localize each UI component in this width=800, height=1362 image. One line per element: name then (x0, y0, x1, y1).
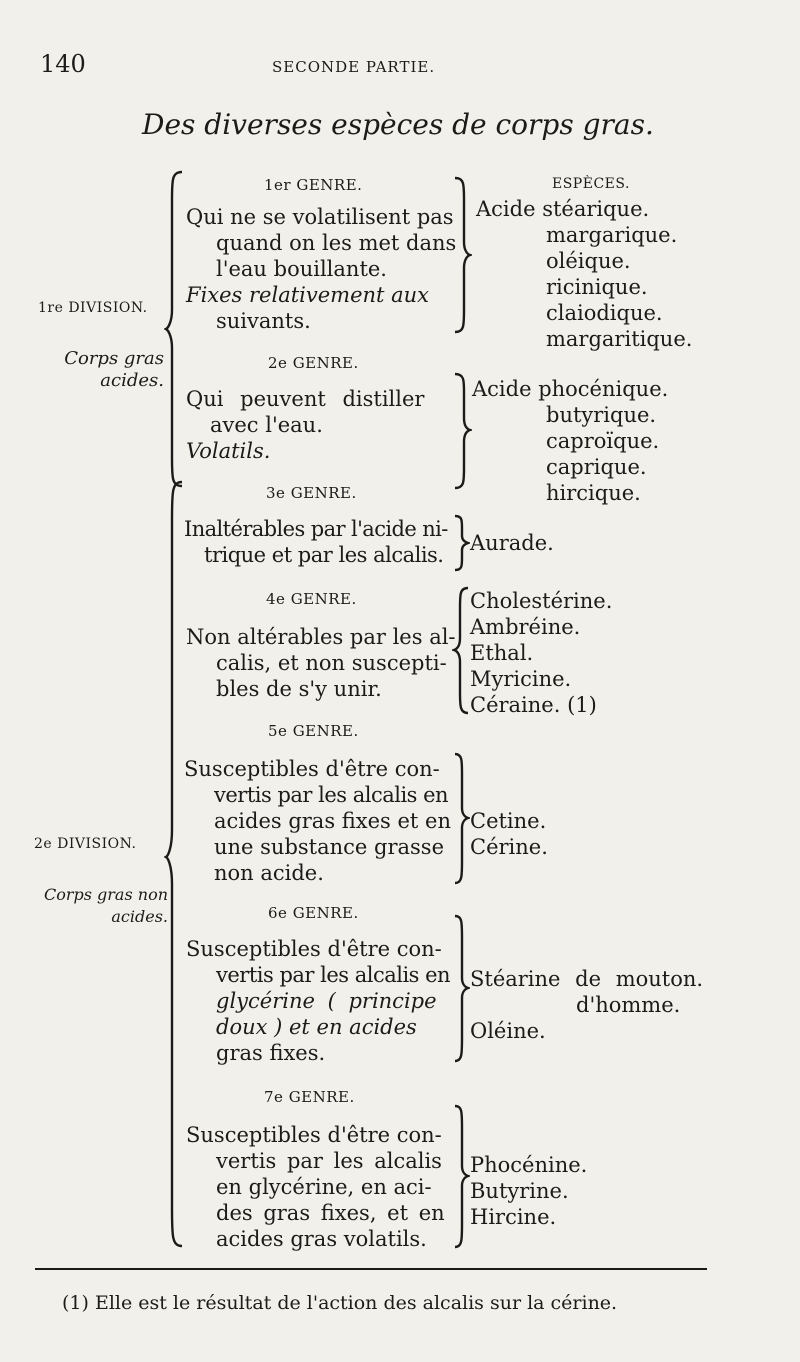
species-item: Cérine. (470, 835, 548, 859)
species-item: margarique. (546, 223, 678, 247)
division-1-sublabel (40, 348, 164, 392)
genre-6-line: vertis par les alcalis en (216, 963, 451, 987)
species-item: claiodique. (546, 301, 663, 325)
genre-6-brace (452, 914, 470, 1064)
division-2-label: 2e DIVISION. (34, 836, 137, 852)
genre-1-line: quand on les met dans (216, 231, 457, 255)
species-item: oléique. (546, 249, 631, 273)
genre-4-brace (452, 586, 470, 716)
species-item: ricinique. (546, 275, 648, 299)
genre-7-heading: 7e GENRE. (264, 1088, 355, 1106)
genre-4-line: Non altérables par les al- (186, 625, 456, 649)
species-item: Stéarine de mouton. (470, 967, 704, 991)
genre-4-line: bles de s'y unir. (216, 677, 382, 701)
genre-5-description (184, 756, 451, 886)
division-2-sublabel-line: Corps gras non (43, 885, 168, 904)
species-item: Myricine. (470, 667, 572, 691)
division-2-sublabel (34, 884, 168, 928)
species-item: caprique. (546, 455, 647, 479)
species-item: d'homme. (576, 993, 681, 1017)
genre-4-species (470, 588, 612, 718)
species-item: Cetine. (470, 809, 547, 833)
especes-heading: ESPÈCES. (552, 176, 630, 192)
genre-1-line: l'eau bouillante. (216, 257, 387, 281)
genre-7-species (470, 1152, 587, 1230)
genre-3-species (470, 530, 554, 556)
genre-3-description (184, 516, 448, 568)
genre-3-brace (452, 514, 470, 572)
genre-7-line: acides gras volatils. (216, 1227, 427, 1251)
genre-7-line: en glycérine, en aci- (216, 1175, 432, 1199)
genre-2-description (186, 386, 424, 464)
genre-4-description (186, 624, 456, 702)
division-1-sublabel-line: Corps gras (64, 348, 164, 369)
genre-6-description (186, 936, 450, 1066)
species-item: caproïque. (546, 429, 660, 453)
species-item: butyrique. (546, 403, 657, 427)
genre-5-heading: 5e GENRE. (268, 722, 359, 740)
genre-7-line: des gras fixes, et en (216, 1201, 445, 1225)
species-item: Ethal. (470, 641, 534, 665)
species-item: Acide phocénique. (472, 377, 669, 401)
genre-2-brace (452, 372, 472, 490)
species-item: margaritique. (546, 327, 693, 351)
genre-5-line: non acide. (214, 861, 324, 885)
genre-7-description (186, 1122, 445, 1252)
genre-6-line: doux ) et en acides (216, 1015, 417, 1039)
genre-1-heading: 1er GENRE. (264, 176, 363, 194)
genre-7-line: Susceptibles d'être con- (186, 1123, 442, 1147)
genre-1-description (186, 204, 456, 334)
division-1-brace (164, 170, 186, 488)
genre-1-line: suivants. (216, 309, 311, 333)
genre-7-brace (452, 1104, 470, 1250)
species-item: Hircine. (470, 1205, 557, 1229)
genre-3-heading: 3e GENRE. (266, 484, 357, 502)
genre-6-line: glycérine ( principe (216, 989, 437, 1013)
species-item: Phocénine. (470, 1153, 588, 1177)
genre-3-line: Inaltérables par l'acide ni- (184, 517, 448, 541)
species-item: Aurade. (470, 531, 554, 555)
footnote-rule (35, 1268, 707, 1270)
division-2-brace (164, 480, 186, 1248)
division-1-label: 1re DIVISION. (38, 300, 148, 316)
species-item: Ambréine. (470, 615, 581, 639)
species-item: Céraine. (1) (470, 693, 597, 717)
division-2-sublabel-line: acides. (111, 907, 168, 926)
genre-5-line: acides gras fixes et en (214, 809, 451, 833)
genre-1-line: Fixes relativement aux (186, 283, 430, 307)
genre-2-line: Qui peuvent distiller (186, 387, 425, 411)
genre-3-line: trique et par les alcalis. (204, 543, 444, 567)
genre-5-line: Susceptibles d'être con- (184, 757, 440, 781)
genre-1-brace (452, 176, 472, 336)
genre-2-line: avec l'eau. (210, 413, 323, 437)
page-title: Des diverses espèces de corps gras. (142, 108, 654, 141)
genre-6-line: gras fixes. (216, 1041, 326, 1065)
genre-1-species (476, 196, 692, 352)
genre-2-heading: 2e GENRE. (268, 354, 359, 372)
genre-1-line: Qui ne se volatilisent pas (186, 205, 454, 229)
species-item: Butyrine. (470, 1179, 569, 1203)
species-item: Acide stéarique. (476, 197, 650, 221)
genre-5-species (470, 808, 548, 860)
genre-5-line: une substance grasse (214, 835, 445, 859)
running-head: SECONDE PARTIE. (272, 58, 436, 76)
genre-6-line: Susceptibles d'être con- (186, 937, 442, 961)
genre-5-brace (452, 752, 470, 886)
genre-6-species (470, 966, 703, 1044)
footnote: (1) Elle est le résultat de l'action des alcalis sur la cérine. (62, 1292, 618, 1314)
genre-6-heading: 6e GENRE. (268, 904, 359, 922)
genre-7-line: vertis par les alcalis (216, 1149, 442, 1173)
division-1-sublabel-line: acides. (100, 370, 164, 391)
species-item: Oléine. (470, 1019, 546, 1043)
genre-2-line: Volatils. (186, 439, 271, 463)
genre-4-line: calis, et non suscepti- (216, 651, 447, 675)
genre-5-line: vertis par les alcalis en (214, 783, 449, 807)
page-number: 140 (40, 50, 86, 78)
species-item: hircique. (546, 481, 641, 505)
genre-4-heading: 4e GENRE. (266, 590, 357, 608)
genre-2-species (472, 376, 668, 506)
species-item: Cholestérine. (470, 589, 613, 613)
